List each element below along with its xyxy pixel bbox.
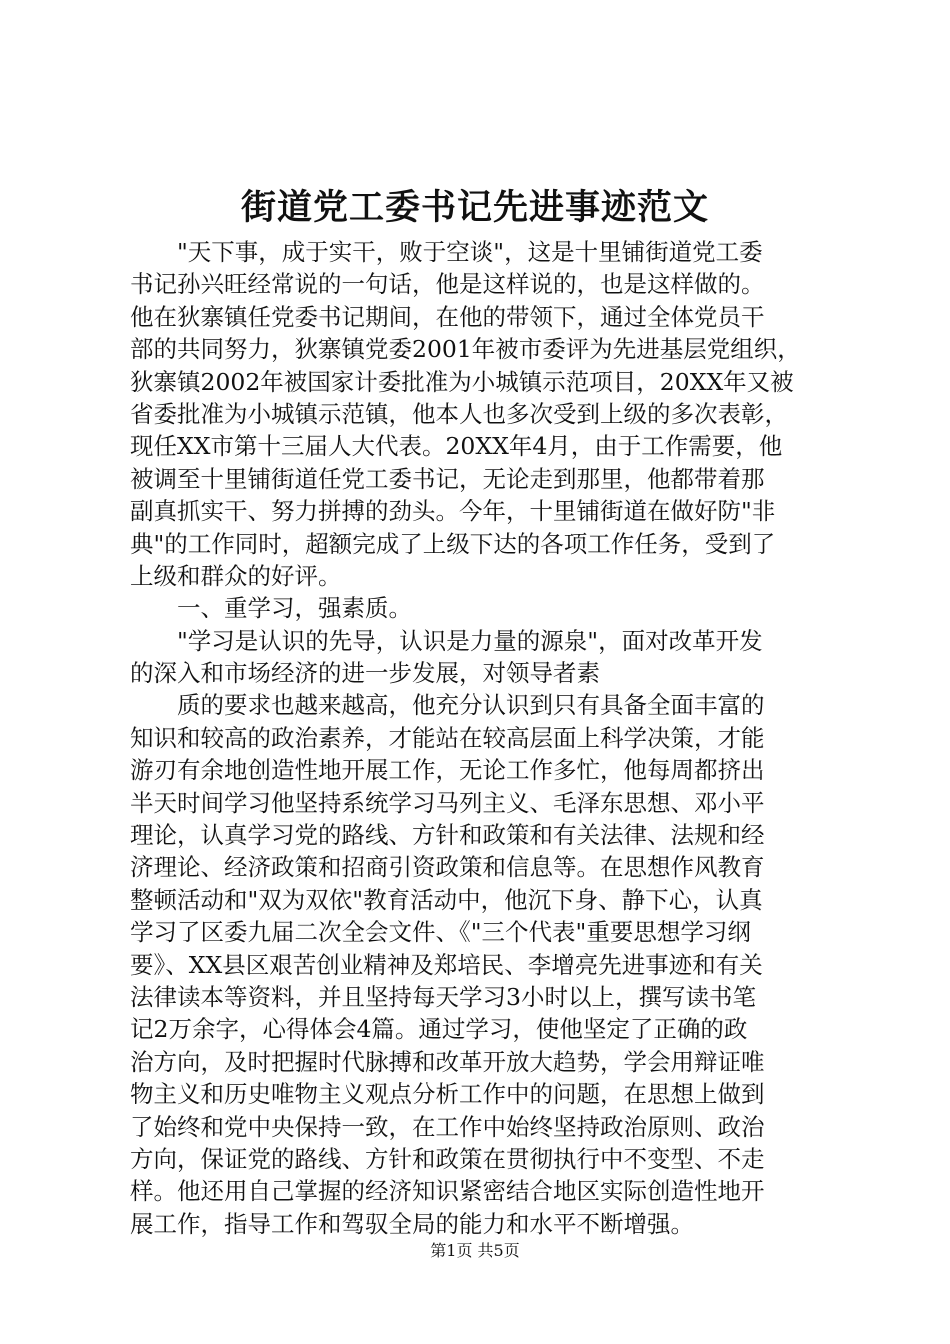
text-line: 半天时间学习他坚持系统学习马列主义、毛泽东思想、邓小平 bbox=[130, 788, 765, 817]
text-line: 书记孙兴旺经常说的一句话，他是这样说的，也是这样做的。 bbox=[130, 270, 765, 299]
text-line: 法律读本等资料，并且坚持每天学习3小时以上，撰写读书笔 bbox=[130, 982, 756, 1011]
document-body bbox=[130, 236, 830, 1240]
text-line: 记2万余字，心得体会4篇。通过学习，使他坚定了正确的政 bbox=[130, 1015, 748, 1044]
text-line: 现任XX市第十三届人大代表。20XX年4月，由于工作需要，他 bbox=[130, 432, 783, 461]
text-line: 物主义和历史唯物主义观点分析工作中的问题，在思想上做到 bbox=[130, 1080, 765, 1109]
text-line: 省委批准为小城镇示范镇，他本人也多次受到上级的多次表彰， bbox=[130, 399, 788, 428]
text-line: 了始终和党中央保持一致，在工作中始终坚持政治原则、政治 bbox=[130, 1112, 765, 1141]
text-line: 游刃有余地创造性地开展工作，无论工作多忙，他每周都挤出 bbox=[130, 756, 765, 785]
page-footer: 第1页 共5页 bbox=[430, 1241, 520, 1260]
text-line: 样。他还用自己掌握的经济知识紧密结合地区实际创造性地开 bbox=[130, 1177, 765, 1206]
text-line: 方向，保证党的路线、方针和政策在贯彻执行中不变型、不走 bbox=[130, 1144, 765, 1173]
text-line: 济理论、经济政策和招商引资政策和信息等。在思想作风教育 bbox=[130, 853, 765, 882]
document-title: 街道党工委书记先进事迹范文 bbox=[240, 187, 709, 228]
text-line: 一、重学习，强素质。 bbox=[177, 594, 412, 623]
text-line: 整顿活动和"双为双依"教育活动中，他沉下身、静下心，认真 bbox=[130, 885, 763, 914]
text-line: 治方向，及时把握时代脉搏和改革开放大趋势，学会用辩证唯 bbox=[130, 1047, 765, 1076]
text-line: 要》、XX县区艰苦创业精神及郑培民、李增亮先进事迹和有关 bbox=[130, 950, 763, 979]
text-line: 被调至十里铺街道任党工委书记，无论走到那里，他都带着那 bbox=[130, 464, 765, 493]
text-line: 副真抓实干、努力拼搏的劲头。今年，十里铺街道在做好防"非 bbox=[130, 497, 776, 526]
text-line: 典"的工作同时，超额完成了上级下达的各项工作任务，受到了 bbox=[130, 529, 776, 558]
text-line: 他在狄寨镇任党委书记期间，在他的带领下，通过全体党员干 bbox=[130, 302, 765, 331]
text-line: 理论，认真学习党的路线、方针和政策和有关法律、法规和经 bbox=[130, 821, 765, 850]
text-line: 部的共同努力，狄寨镇党委2001年被市委评为先进基层党组织， bbox=[130, 335, 801, 364]
text-line: 展工作，指导工作和驾驭全局的能力和水平不断增强。 bbox=[130, 1209, 694, 1238]
text-line: "天下事，成于实干，败于空谈"，这是十里铺街道党工委 bbox=[177, 238, 763, 266]
text-line: "学习是认识的先导，认识是力量的源泉"，面对改革开发 bbox=[177, 626, 763, 655]
text-line: 知识和较高的政治素养，才能站在较高层面上科学决策，才能 bbox=[130, 723, 765, 752]
text-line: 学习了区委九届二次全会文件、《"三个代表"重要思想学习纲 bbox=[130, 918, 751, 947]
text-line: 上级和群众的好评。 bbox=[130, 561, 342, 590]
text-line: 狄寨镇2002年被国家计委批准为小城镇示范项目，20XX年又被 bbox=[130, 367, 794, 396]
text-line: 质的要求也越来越高，他充分认识到只有具备全面丰富的 bbox=[177, 691, 765, 720]
text-line: 的深入和市场经济的进一步发展，对领导者素 bbox=[130, 659, 600, 688]
